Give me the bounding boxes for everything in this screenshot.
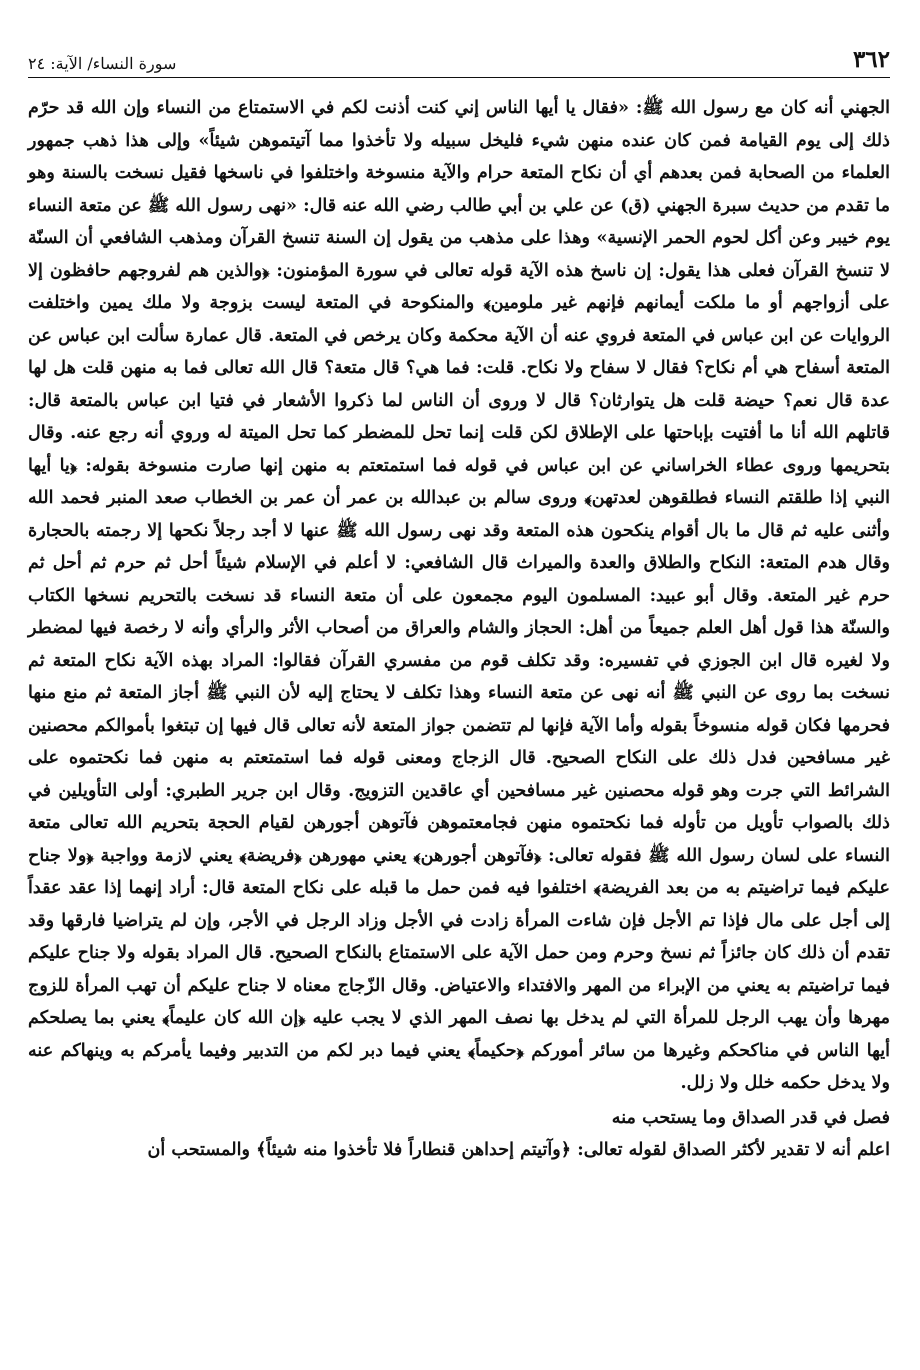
body-text xyxy=(28,92,890,1167)
page-header xyxy=(28,34,890,78)
running-head: سورة النساء/ الآية: ٢٤ xyxy=(28,54,177,73)
body-paragraph: الجهني أنه كان مع رسول الله ﷺ: «فقال يا أيها الناس إني كنت أذنت لكم في الاستمتاع من النساء وإن الله قد حرّم ذلك إلى يوم القيامة فمن كان عنده منهن شيء فليخل سبيله ولا تأخذوا مما آتيتموهن شيئاً» وإلى هذا ذهب جمهور العلماء من الصحابة فمن بعدهم أي أن نكاح المتعة حرام والآية منسوخة واختلفوا في ناسخها فقيل نسخت بالسنة وهو ما تقدم من حديث سبرة الجهني (ق) عن علي بن أبي طالب رضي الله عنه قال: «نهى رسول الله ﷺ عن متعة النساء يوم خيبر وعن أكل لحوم الحمر الإنسية» وهذا على مذهب من يقول إن السنة تنسخ القرآن ومذهب الشافعي أن السنّة لا تنسخ القرآن فعلى هذا يقول: إن ناسخ هذه الآية قوله تعالى في سورة المؤمنون: ﴿والذين هم لفروجهم حافظون إلا على أزواجهم أو ما ملكت أيمانهم فإنهم غير ملومين﴾ والمنكوحة في المتعة ليست بزوجة ولا ملك يمين واختلفت الروايات عن ابن عباس في المتعة فروي عنه أن الآية محكمة وكان يرخص في المتعة. قال عمارة سألت ابن عباس عن المتعة أسفاح هي أم نكاح؟ فقال لا سفاح ولا نكاح. قلت: فما هي؟ قال متعة؟ قال الله تعالى فما به منهن قلت هل لها عدة قال نعم؟ حيضة قلت هل يتوارثان؟ قال لا وروى أن الناس لما ذكروا الأشعار في فتيا ابن عباس بالمتعة قال: قاتلهم الله أنا ما أفتيت بإباحتها على الإطلاق لكن قلت إنما تحل للمضطر كما تحل الميتة له وروي أنه رجع عنه. وقال بتحريمها وروى عطاء الخراساني عن ابن عباس في قوله فما استمتعتم به منهن إنها صارت منسوخة بقوله: ﴿يا أيها النبي إذا طلقتم النساء فطلقوهن لعدتهن﴾ وروى سالم بن عبدالله بن عمر أن عمر بن الخطاب صعد المنبر فحمد الله وأثنى عليه ثم قال ما بال أقوام ينكحون هذه المتعة وقد نهى رسول الله ﷺ عنها لا أجد رجلاً نكحها إلا رجمته بالحجارة وقال هدم المتعة: النكاح والطلاق والعدة والميراث قال الشافعي: لا أعلم في الإسلام شيئاً أحل ثم حرم ثم أحل ثم حرم غير المتعة. وقال أبو عبيد: المسلمون اليوم مجمعون على أن متعة النساء قد نسخت بالتحريم نسخها الكتاب والسنّة هذا قول أهل العلم جميعاً من أهل: الحجاز والشام والعراق من أصحاب الأثر والرأي وأنه لا رخصة فيها لمضطر ولا لغيره قال ابن الجوزي في تفسيره: وقد تكلف قوم من مفسري القرآن فقالوا: المراد بهذه الآية نكاح المتعة ثم نسخت بما روى عن النبي ﷺ أنه نهى عن متعة النساء وهذا تكلف لا يحتاج إليه لأن النبي ﷺ أجاز المتعة ثم منع منها فحرمها فكان قوله منسوخاً بقوله وأما الآية فإنها لم تتضمن جواز المتعة لأنه تعالى قال فيها إن تبتغوا بأموالكم محصنين غير مسافحين فدل ذلك على النكاح الصحيح. قال الزجاج ومعنى قوله فما استمتعتم به منهن فما نكحتموه على الشرائط التي جرت وهو قوله محصنين غير مسافحين أي عاقدين التزويج. وقال ابن جرير الطبري: أولى التأويلين في ذلك بالصواب تأويل من تأوله فما نكحتموه منهن فجامعتموهن فآتوهن أجورهن لقيام الحجة بتحريم الله تعالى متعة النساء على لسان رسول الله ﷺ فقوله تعالى: ﴿فآتوهن أجورهن﴾ يعني مهورهن ﴿فريضة﴾ يعني لازمة وواجبة ﴿ولا جناح عليكم فيما تراضيتم به من بعد الفريضة﴾ اختلفوا فيه فمن حمل ما قبله على نكاح المتعة قال: أراد إنهما إذا عقد عقداً إلى أجل على مال فإذا تم الأجل فإن شاءت المرأة زادت في الأجل وزاد الرجل في الأجر، وإن لم يتراضيا فارقها وقد تقدم أن ذلك كان جائزاً ثم نسخ وحرم ومن حمل الآية على الاستمتاع بالنكاح الصحيح. قال المراد بقوله ولا جناح عليكم فيما تراضيتم به يعني من الإبراء من المهر والافتداء والاعتياض. وقال الزّجاج معناه لا جناح عليكم أن تهب المرأة للزوج مهرها وأن يهب الرجل للمرأة التي لم يدخل بها نصف المهر الذي لا يجب عليه ﴿إن الله كان عليماً﴾ يعني بما يصلحكم أيها الناس في مناكحكم وغيرها من سائر أموركم ﴿حكيماً﴾ يعني فيما دبر لكم من التدبير وفيما يأمركم به وينهاكم عنه ولا يدخل حكمه خلل ولا زلل. xyxy=(28,97,890,1093)
body-paragraph: اعلم أنه لا تقدير لأكثر الصداق لقوله تعالى: ﴿وآتيتم إحداهن قنطاراً فلا تأخذوا منه شيئاً﴾ والمستحب أن xyxy=(147,1139,890,1160)
section-heading: فصل في قدر الصداق وما يستحب منه xyxy=(611,1106,890,1128)
page-number: ٣٦٢ xyxy=(852,46,890,73)
page xyxy=(28,34,890,1354)
